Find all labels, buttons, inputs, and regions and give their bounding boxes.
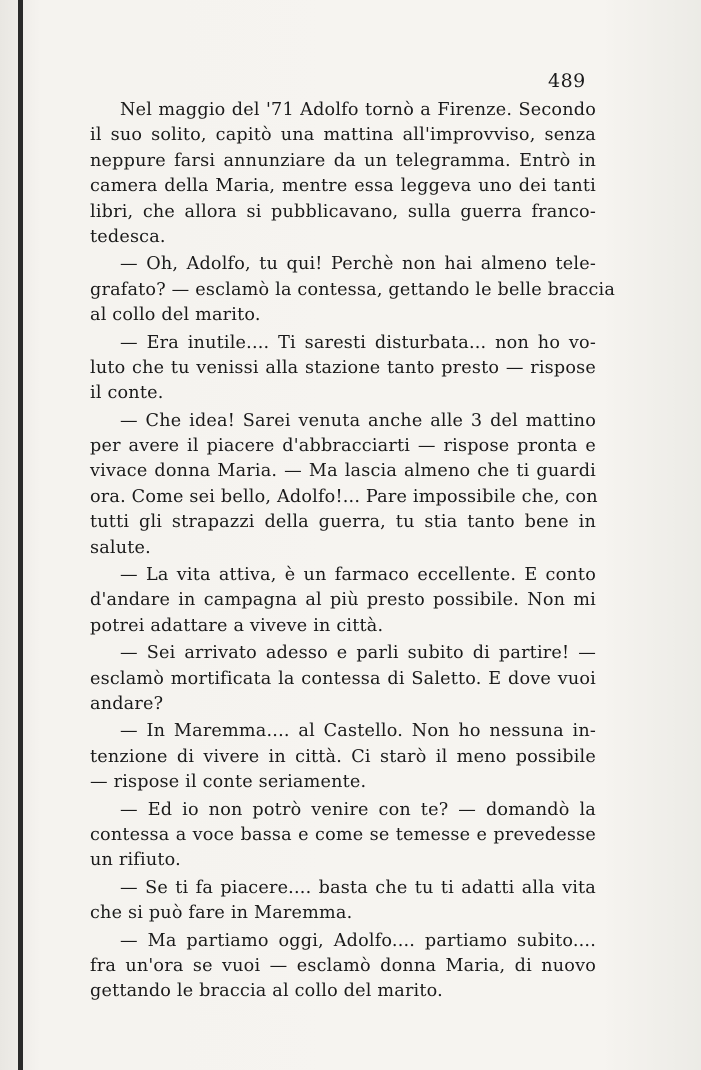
text-line: andare?	[90, 693, 164, 714]
paragraph	[90, 641, 596, 717]
text-line: camera della Maria, mentre essa leggeva uno dei tanti	[90, 176, 596, 197]
paragraph	[90, 929, 596, 1005]
text-line: che si può fare in Maremma.	[90, 903, 353, 924]
text-line: il suo solito, capitò una mattina all'improvviso, senza	[90, 125, 596, 146]
page-number: 489	[548, 70, 586, 92]
page-binding-edge	[18, 0, 23, 1070]
text-line: potrei adattare a viveve in città.	[90, 615, 384, 636]
text-line: — Ed io non potrò venire con te? — domandò la	[120, 799, 596, 820]
text-line: — Era inutile.... Ti saresti disturbata... non ho vo-	[120, 332, 596, 353]
text-line: fra un'ora se vuoi — esclamò donna Maria, di nuovo	[90, 955, 596, 976]
paragraph	[90, 331, 596, 407]
paragraph	[90, 719, 596, 795]
text-line: ora. Come sei bello, Adolfo!... Pare impossibile che, con	[90, 486, 598, 507]
text-line: un rifiuto.	[90, 850, 181, 871]
text-line: — rispose il conte seriamente.	[90, 772, 367, 793]
text-line: esclamò mortificata la contessa di Saletto. E dove vuoi	[90, 668, 596, 689]
text-line: Nel maggio del '71 Adolfo tornò a Firenze. Secondo	[120, 100, 596, 120]
paragraph	[90, 876, 596, 927]
text-line: contessa a voce bassa e come se temesse e prevedesse	[90, 824, 596, 845]
text-line: tenzione di vivere in città. Ci starò il meno possibile	[90, 746, 596, 767]
text-line: per avere il piacere d'abbracciarti — rispose pronta e	[90, 436, 596, 457]
text-line: tutti gli strapazzi della guerra, tu stia tanto bene in	[90, 512, 596, 533]
paragraph	[90, 98, 596, 250]
text-line: libri, che allora si pubblicavano, sulla guerra franco-	[90, 201, 596, 222]
text-line: luto che tu venissi alla stazione tanto presto — rispose	[90, 357, 596, 378]
text-line: — Se ti fa piacere.... basta che tu ti adatti alla vita	[120, 877, 596, 898]
text-line: al collo del marito.	[90, 305, 261, 326]
text-line: — Ma partiamo oggi, Adolfo.... partiamo subito....	[120, 930, 596, 951]
text-line: — Oh, Adolfo, tu qui! Perchè non hai almeno tele-	[120, 254, 596, 275]
text-line: — La vita attiva, è un farmaco eccellente. E conto	[120, 565, 596, 586]
paragraph	[90, 798, 596, 874]
text-line: grafato? — esclamò la contessa, gettando le belle braccia	[90, 279, 616, 300]
text-line: d'andare in campagna al più presto possibile. Non mi	[90, 590, 596, 611]
text-line: tedesca.	[90, 226, 166, 247]
page-body-text	[90, 98, 616, 1005]
text-line: — Sei arrivato adesso e parli subito di partire! —	[120, 643, 596, 664]
text-line: salute.	[90, 537, 151, 558]
paragraph	[90, 409, 596, 561]
paragraph	[90, 563, 596, 639]
text-line: gettando le braccia al collo del marito.	[90, 981, 443, 1002]
text-line: neppure farsi annunziare da un telegramma. Entrò in	[90, 150, 596, 171]
text-line: — Che idea! Sarei venuta anche alle 3 del mattino	[120, 410, 596, 431]
text-line: vivace donna Maria. — Ma lascia almeno che ti guardi	[90, 461, 596, 482]
text-line: — In Maremma.... al Castello. Non ho nessuna in-	[120, 721, 596, 742]
paragraph	[90, 252, 616, 328]
text-line: il conte.	[90, 383, 164, 404]
